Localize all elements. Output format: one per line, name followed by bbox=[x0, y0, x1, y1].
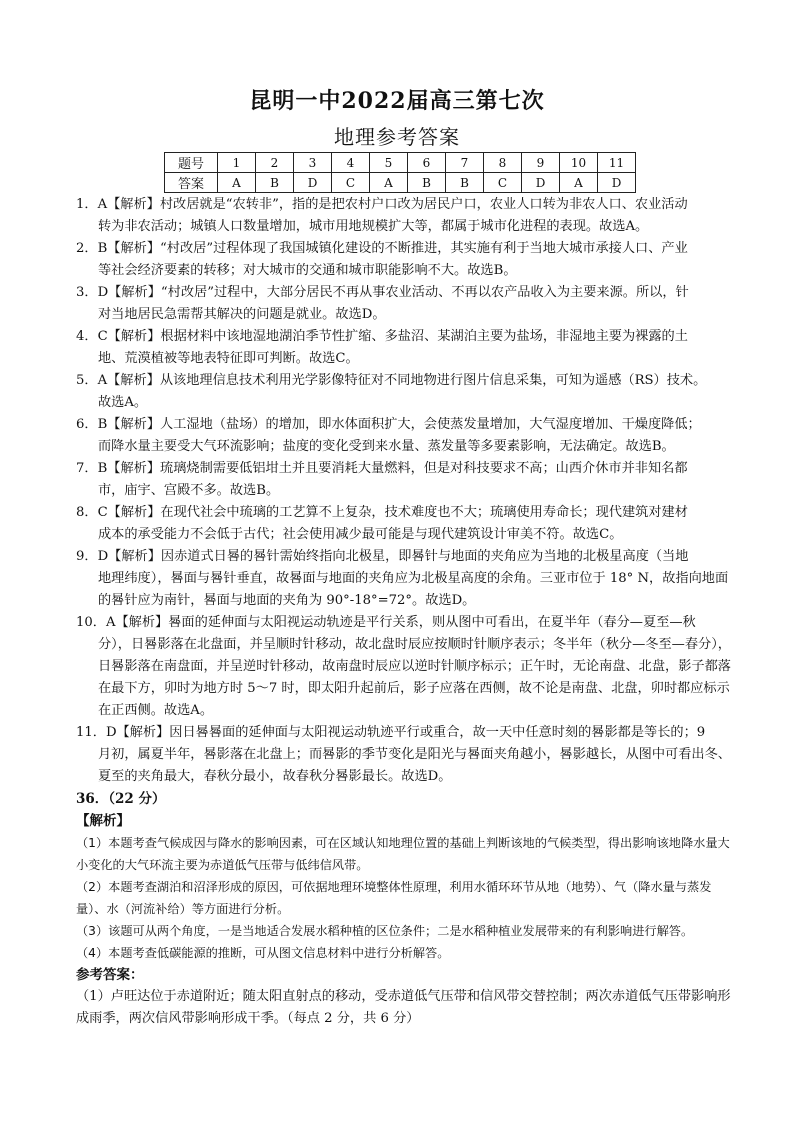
analysis-paragraph: （4）本题考查低碳能源的推断，可从图文信息材料中进行分析解答。 bbox=[76, 946, 450, 960]
explanation-continuation: 市，庙宇、宫殿不多。故选B。 bbox=[98, 483, 280, 498]
answer-cell: B bbox=[446, 173, 484, 193]
explanation-continuation: 转为非农活动；城镇人口数量增加，城市用地规模扩大等，都属于城市化进程的表现。故选A。 bbox=[98, 219, 649, 234]
question-number-cell: 3 bbox=[294, 153, 332, 173]
explanation-item bbox=[76, 414, 736, 458]
explanation-first-line: 6．B【解析】人工湿地（盐场）的增加，即水体面积扩大，会使蒸发量增加，大气湿度增加、干燥度降低； bbox=[76, 417, 701, 432]
explanation-continuation: 地理纬度），晷面与晷针垂直，故晷面与地面的夹角应为北极星高度的余角。三亚市位于 18° N，故指向地面的晷针应为南针，晷面与地面的夹角为 90°-18°=72°。故选D。 bbox=[98, 571, 729, 608]
question-number-cell: 4 bbox=[332, 153, 370, 173]
explanation-continuation: 而降水量主要受大气环流影响；盐度的变化受到来水量、蒸发量等多要素影响，无法确定。故选B。 bbox=[98, 439, 675, 454]
explanation-item bbox=[76, 612, 736, 722]
row-label-answer: 答案 bbox=[165, 173, 218, 193]
explanation-first-line: 4．C【解析】根据材料中该地湿地湖泊季节性扩缩、多盐沼、某湖泊主要为盐场，非湿地主要为裸露的土 bbox=[76, 329, 688, 344]
answer-cell: D bbox=[294, 173, 332, 193]
question-number-cell: 5 bbox=[370, 153, 408, 173]
explanation-first-line: 8．C【解析】在现代社会中琉璃的工艺算不上复杂，技术难度也不大；琉璃使用寿命长；现代建筑对建材 bbox=[76, 505, 688, 520]
explanation-item bbox=[76, 370, 736, 414]
answer-table bbox=[164, 152, 636, 193]
explanation-first-line: 5．A【解析】从该地理信息技术利用光学影像特征对不同地物进行图片信息采集，可知为遥感（RS）技术。 bbox=[76, 373, 707, 388]
question-number-cell: 10 bbox=[560, 153, 598, 173]
question-number-cell: 9 bbox=[522, 153, 560, 173]
answer-cell: C bbox=[484, 173, 522, 193]
explanation-first-line: 11．D【解析】因日晷晷面的延伸面与太阳视运动轨迹平行或重合，故一天中任意时刻的晷影都是等长的；9 bbox=[76, 725, 706, 740]
answer-cell: D bbox=[522, 173, 560, 193]
answer-cell: A bbox=[218, 173, 256, 193]
question-number-cell: 11 bbox=[598, 153, 636, 173]
answer-cell: A bbox=[370, 173, 408, 193]
answer-cell: C bbox=[332, 173, 370, 193]
question-number-row bbox=[165, 153, 636, 173]
question-number-cell: 6 bbox=[408, 153, 446, 173]
explanation-continuation: 地、荒漠植被等地表特征即可判断。故选C。 bbox=[98, 351, 359, 366]
answer-cell: A bbox=[560, 173, 598, 193]
explanation-continuation: 分），日晷影落在北盘面，并呈顺时针移动，故北盘时辰应按顺时针顺序表示；冬半年（秋分—冬至—春分），日晷影落在南盘面，并呈逆时针移动，故南盘时辰应以逆时针顺序标示；正午时，无论南盘、北盘，影子都落在最下方，卯时为地方时 5～7 时，即太阳升起前后，影子应落在西侧，故不论是南盘、北盘，卯时都应标示在正西侧。故选A。 bbox=[98, 637, 731, 718]
explanation-item bbox=[76, 326, 736, 370]
answer-row bbox=[165, 173, 636, 193]
question-number-cell: 2 bbox=[256, 153, 294, 173]
document-title: 昆明一中2022届高三第七次 bbox=[249, 88, 545, 114]
explanation-first-line: 10．A【解析】晷面的延伸面与太阳视运动轨迹是平行关系，则从图中可看出，在夏半年（春分—夏至—秋 bbox=[76, 615, 696, 630]
explanation-item bbox=[76, 282, 736, 326]
analysis-label: 【解析】 bbox=[76, 813, 130, 829]
explanation-item bbox=[76, 194, 736, 238]
question-36-heading: 36．（22 分） bbox=[76, 791, 166, 807]
explanation-item bbox=[76, 546, 736, 612]
explanation-item bbox=[76, 458, 736, 502]
analysis-paragraph: （2）本题考查湖泊和沼泽形成的原因，可依据地理环境整体性原理，利用水循环环节从地（地势）、气（降水量与蒸发量）、水（河流补给）等方面进行分析。 bbox=[76, 880, 712, 916]
explanation-continuation: 成本的承受能力不会低于古代；社会使用减少最可能是与现代建筑设计审美不符。故选C。 bbox=[98, 527, 623, 542]
explanation-first-line: 7．B【解析】琉璃烧制需要低铝坩土并且要消耗大量燃料，但是对科技要求不高；山西介休市并非知名都 bbox=[76, 461, 688, 476]
row-label-question: 题号 bbox=[165, 153, 218, 173]
analysis-paragraph: （3）该题可从两个角度，一是当地适合发展水稻种植的区位条件；二是水稻种植业发展带来的有利影响进行解答。 bbox=[76, 924, 694, 938]
explanation-continuation: 故选A。 bbox=[98, 395, 148, 410]
explanations-body bbox=[76, 194, 736, 1030]
question-number-cell: 8 bbox=[484, 153, 522, 173]
explanation-first-line: 3．D【解析】“村改居”过程中，大部分居民不再从事农业活动、不再以农产品收入为主要来源。所以，针 bbox=[76, 285, 689, 300]
explanation-continuation: 对当地居民急需帮其解决的问题是就业。故选D。 bbox=[98, 307, 386, 322]
explanation-first-line: 2．B【解析】“村改居”过程体现了我国城镇化建设的不断推进，其实施有利于当地大城市承接人口、产业 bbox=[76, 241, 688, 256]
answer-cell: D bbox=[598, 173, 636, 193]
explanation-first-line: 1．A【解析】村改居就是“农转非”，指的是把农村户口改为居民户口，农业人口转为非农人口、农业活动 bbox=[76, 197, 688, 212]
answer-cell: B bbox=[408, 173, 446, 193]
analysis-paragraph: （1）本题考查气候成因与降水的影响因素，可在区域认知地理位置的基础上判断该地的气候类型，得出影响该地降水量大小变化的大气环流主要为赤道低气压带与低纬信风带。 bbox=[76, 836, 730, 872]
explanation-continuation: 等社会经济要素的转移；对大城市的交通和城市职能影响不大。故选B。 bbox=[98, 263, 517, 278]
explanation-continuation: 月初，属夏半年，晷影落在北盘上；而晷影的季节变化是阳光与晷面夹角越小，晷影越长，从图中可看出冬、夏至的夹角最大，春秋分最小，故春秋分晷影最长。故选D。 bbox=[98, 747, 731, 784]
explanation-item bbox=[76, 502, 736, 546]
explanation-item bbox=[76, 238, 736, 282]
answer-cell: B bbox=[256, 173, 294, 193]
reference-answer-label: 参考答案： bbox=[76, 967, 144, 983]
reference-answer-text: （1）卢旺达位于赤道附近；随太阳直射点的移动，受赤道低气压带和信风带交替控制；两次赤道低气压带影响形成雨季，两次信风带影响形成干季。（每点 2 分，共 6 分） bbox=[76, 989, 731, 1026]
question-number-cell: 7 bbox=[446, 153, 484, 173]
question-number-cell: 1 bbox=[218, 153, 256, 173]
explanation-item bbox=[76, 722, 736, 788]
document-subtitle: 地理参考答案 bbox=[334, 125, 460, 149]
explanation-first-line: 9．D【解析】因赤道式日晷的晷针需始终指向北极星，即晷针与地面的夹角应为当地的北极星高度（当地 bbox=[76, 549, 689, 564]
